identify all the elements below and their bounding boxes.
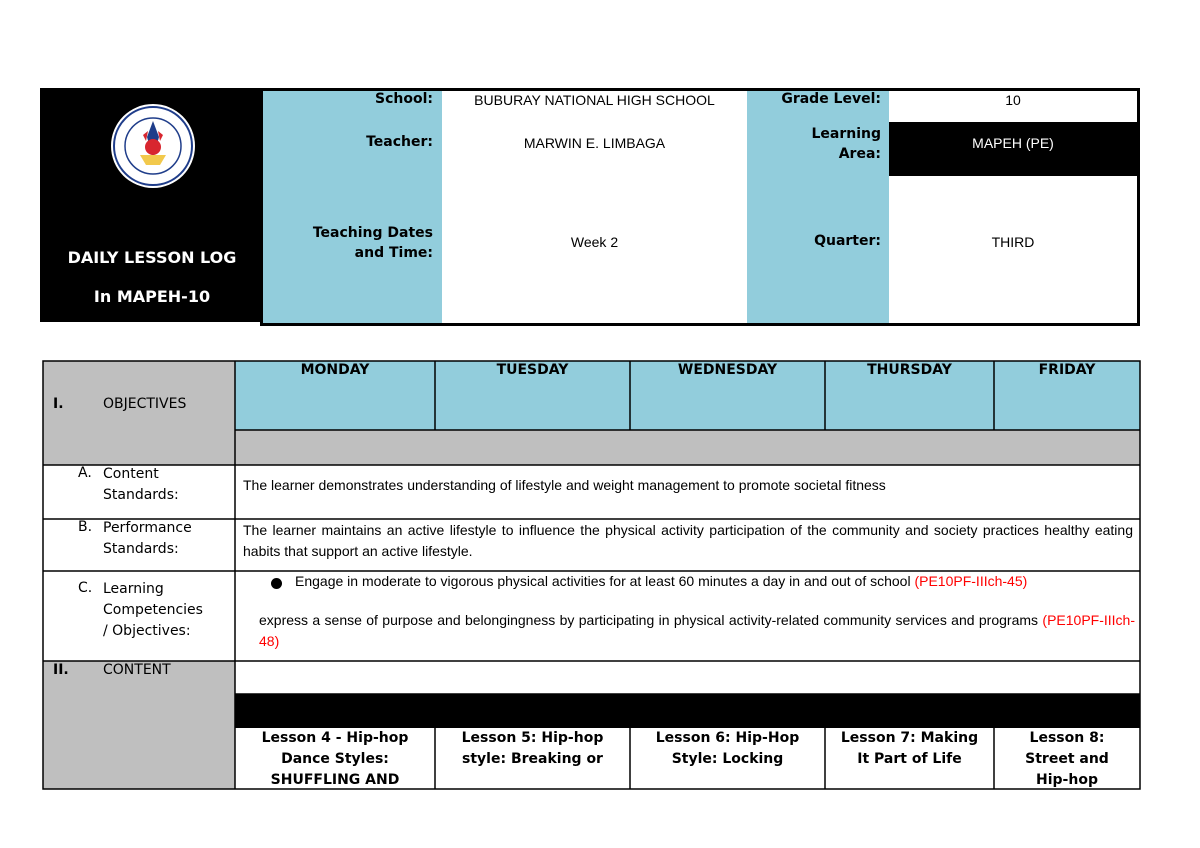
- lesson-monday: Lesson 4 - Hip-hop Dance Styles: SHUFFLING AND: [261, 730, 409, 788]
- grade-value: 10: [1005, 92, 1021, 108]
- b-letter: B.: [78, 519, 93, 535]
- page-title: DAILY LESSON LOG: [67, 248, 237, 267]
- lesson-wednesday: Lesson 6: Hip-Hop Style: Locking: [655, 730, 800, 767]
- teaching-dates-label: Teaching Dates and Time:: [312, 225, 433, 261]
- day-friday: FRIDAY: [1038, 362, 1096, 378]
- section-1-number: I.: [53, 396, 64, 412]
- school-label: School:: [375, 91, 433, 107]
- day-thursday: THURSDAY: [867, 362, 952, 378]
- quarter-value: THIRD: [991, 234, 1035, 250]
- lesson-tuesday: Lesson 5: Hip-hop style: Breaking or: [461, 730, 604, 767]
- learning-area-value: MAPEH (PE): [972, 135, 1054, 151]
- competency-code-2: (PE10PF-IIIch-48): [259, 612, 1135, 649]
- bullet-dot-icon: [271, 578, 282, 589]
- day-monday: MONDAY: [300, 362, 370, 378]
- competency-code-1: (PE10PF-IIIch-45): [914, 573, 1028, 589]
- content-standards-text: The learner demonstrates understanding of lifestyle and weight management to promote societal fitness: [243, 477, 886, 493]
- day-tuesday: TUESDAY: [496, 362, 569, 378]
- day-wednesday: WEDNESDAY: [677, 362, 778, 378]
- lesson-friday: Lesson 8: Street and Hip-hop: [1025, 730, 1109, 788]
- performance-standards-text: The learner maintains an active lifestyle to influence the physical activity participation of the community and society practices healthy eating habits that support an active lifestyle.: [243, 522, 1133, 559]
- quarter-label: Quarter:: [814, 233, 881, 249]
- teaching-dates-value: Week 2: [570, 234, 619, 250]
- section-2-title: CONTENT: [103, 662, 171, 678]
- section-2-number: II.: [53, 662, 69, 678]
- section-1-title: OBJECTIVES: [103, 396, 187, 412]
- lesson-thursday: Lesson 7: Making It Part of Life: [840, 730, 979, 767]
- teacher-label: Teacher:: [366, 134, 433, 150]
- c-label: Learning Competencies / Objectives:: [103, 581, 203, 639]
- learning-area-label: Learning Area:: [811, 126, 881, 162]
- school-value: BUBURAY NATIONAL HIGH SCHOOL: [474, 92, 715, 108]
- c-letter: C.: [78, 580, 93, 596]
- teacher-value: MARWIN E. LIMBAGA: [523, 135, 666, 151]
- a-label: Content Standards:: [103, 466, 179, 503]
- a-letter: A.: [78, 465, 92, 481]
- b-label: Performance Standards:: [103, 520, 192, 557]
- competency-paragraph: express a sense of purpose and belongingness by participating in physical activity-related community services and programs (PE10PF-IIIch-48): [259, 612, 1135, 649]
- grade-label: Grade Level:: [781, 91, 881, 107]
- competency-bullet: Engage in moderate to vigorous physical activities for at least 60 minutes a day in and out of school (PE10PF-IIIch-45): [295, 573, 1028, 589]
- page-subtitle: In MAPEH-10: [93, 287, 211, 306]
